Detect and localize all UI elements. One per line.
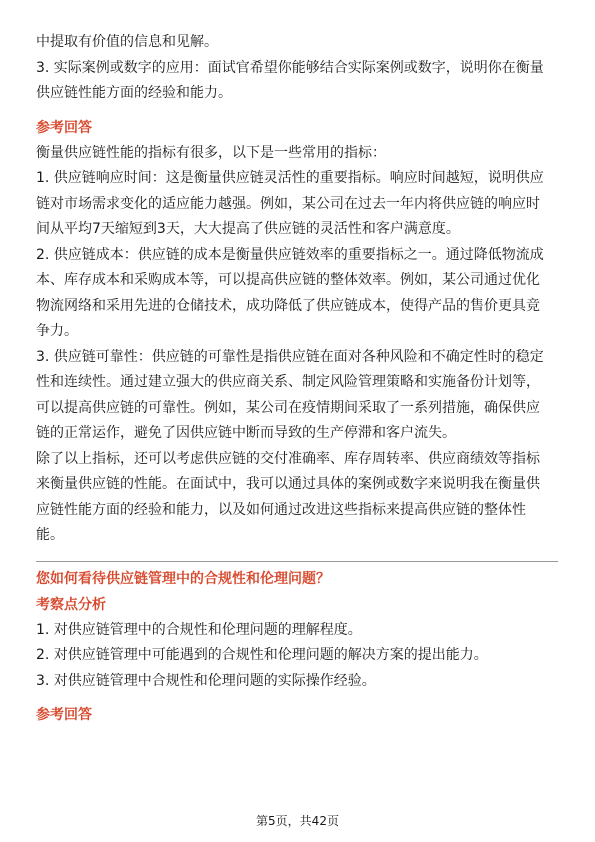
text-line: 来衡量供应链的性能。在面试中，我可以通过具体的案例或数字来说明我在衡量供 <box>36 476 540 492</box>
text-line: 应链性能方面的经验和能力，以及如何通过改进这些指标来提高供应链的整体性 <box>36 501 526 518</box>
text-line: 性和连续性。通过建立强大的供应商关系、制定风险管理策略和实施备份计划等， <box>36 374 540 390</box>
answer-paragraph-4 <box>36 447 558 549</box>
text-line: 2. 供应链成本：供应链的成本是衡量供应链效率的重要指标之一。通过降低物流成 <box>36 246 544 263</box>
text-line: 除了以上指标，还可以考虑供应链的交付准确率、库存周转率、供应商绩效等指标 <box>36 450 540 467</box>
continued-text <box>36 30 558 107</box>
text-line: 中提取有价值的信息和见解。 <box>36 34 218 50</box>
list-item: 1. 对供应链管理中的合规性和伦理问题的理解程度。 <box>36 621 362 638</box>
answer-intro: 衡量供应链性能的指标有很多，以下是一些常用的指标： <box>36 144 386 161</box>
reference-answer-heading: 参考回答 <box>36 119 92 136</box>
reference-answer-heading-2: 参考回答 <box>36 707 92 723</box>
list-item: 3. 对供应链管理中合规性和伦理问题的实际操作经验。 <box>36 672 376 689</box>
analysis-points <box>36 618 558 695</box>
text-line: 间从平均7天缩短到3天，大大提高了供应链的灵活性和客户满意度。 <box>36 221 460 237</box>
text-line: 争力。 <box>36 323 78 339</box>
list-item: 2. 对供应链管理中可能遇到的合规性和伦理问题的解决方案的提出能力。 <box>36 647 488 663</box>
analysis-heading: 考察点分析 <box>36 596 106 613</box>
page-number: 第5页，共42页 <box>256 814 339 828</box>
question-title: 您如何看待供应链管理中的合规性和伦理问题？ <box>36 570 330 587</box>
text-line: 本、库存成本和采购成本等，可以提高供应链的整体效率。例如，某公司通过优化 <box>36 272 540 288</box>
answer-paragraph-1 <box>36 166 558 243</box>
text-line: 链对市场需求变化的适应能力越强。例如，某公司在过去一年内将供应链的响应时 <box>36 195 540 212</box>
text-line: 可以提高供应链的可靠性。例如，某公司在疫情期间采取了一系列措施，确保供应 <box>36 399 540 416</box>
text-line: 3. 实际案例或数字的应用：面试官希望你能够结合实际案例或数字，说明你在衡量 <box>36 59 544 76</box>
text-line: 物流网络和采用先进的仓储技术，成功降低了供应链成本，使得产品的售价更具竞 <box>36 297 540 314</box>
text-line: 能。 <box>36 527 64 543</box>
text-line: 供应链性能方面的经验和能力。 <box>36 85 232 101</box>
answer-paragraph-3 <box>36 345 558 447</box>
page-content <box>36 30 558 728</box>
text-line: 链的正常运作，避免了因供应链中断而导致的生产停滞和客户流失。 <box>36 425 456 441</box>
text-line: 1. 供应链响应时间：这是衡量供应链灵活性的重要指标。响应时间越短，说明供应 <box>36 170 544 186</box>
text-line: 3. 供应链可靠性：供应链的可靠性是指供应链在面对各种风险和不确定性时的稳定 <box>36 348 544 365</box>
answer-paragraph-2 <box>36 243 558 345</box>
